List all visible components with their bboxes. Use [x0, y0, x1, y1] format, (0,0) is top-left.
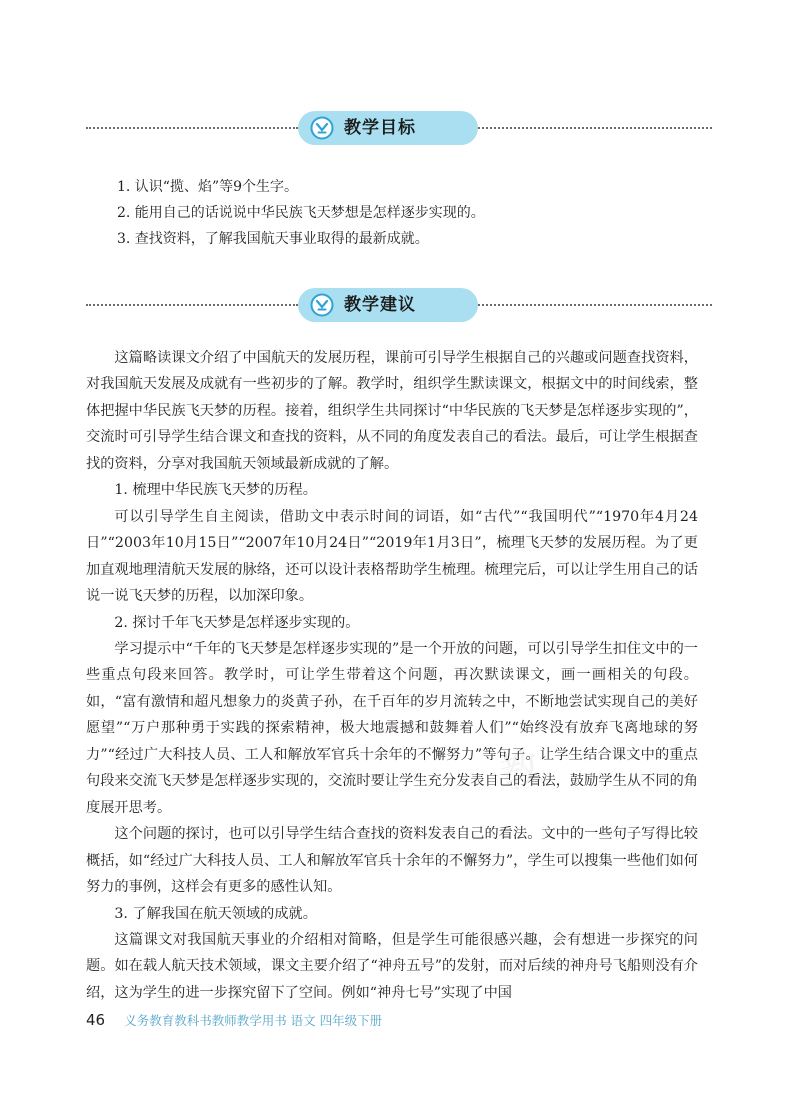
section-badge: [298, 111, 478, 145]
goal-item: 2. 能用自己的话说说中华民族飞天梦想是怎样逐步实现的。: [117, 205, 485, 221]
goal-item: 1. 认识“揽、焰”等9个生字。: [117, 179, 299, 195]
dotted-divider: [86, 304, 298, 306]
paragraph: 这篇略读课文介绍了中国航天的发展历程，课前可引导学生根据自己的兴趣或问题查找资料，对我国航天发展及成就有一些初步的了解。教学时，组织学生默读课文，根据文中的时间线索，整体把握中华民族飞天梦的历程。接着，组织学生共同探讨“中华民族的飞天梦是怎样逐步实现的”，交流时可引导学生结合课文和查找的资料，从不同的角度发表自己的看法。最后，可让学生根据查找的资料，分享对我国航天领域最新成就的了解。: [86, 350, 698, 472]
check-arrow-icon: [310, 293, 334, 317]
section-header-goals: [86, 111, 712, 145]
page-number: 46: [86, 1011, 106, 1029]
goals-list: [117, 174, 697, 252]
section-title: 教学目标: [344, 118, 416, 138]
paragraph: 这个问题的探讨，也可以引导学生结合查找的资料发表自己的看法。文中的一些句子写得比较概括，如“经过广大科技人员、工人和解放军官兵十余年的不懈努力”，学生可以搜集一些他们如何努力的事例，这样会有更多的感性认知。: [86, 826, 698, 896]
paragraph: 可以引导学生自主阅读，借助文中表示时间的词语，如“古代”“我国明代”“1970年4月24日”“2003年10月15日”“2007年10月24日”“2019年1月3日”，梳理飞天梦的发展历程。为了更加直观地理清航天发展的脉络，还可以设计表格帮助学生梳理。梳理完后，可以让学生用自己的话说一说飞天梦的历程，以加深印象。: [86, 508, 698, 605]
section-header-suggestions: [86, 288, 712, 322]
paragraph: 学习提示中“千年的飞天梦是怎样逐步实现的”是一个开放的问题，可以引导学生扣住文中的一些重点句段来回答。教学时，可让学生带着这个问题，再次默读课文，画一画相关的句段。如，“富有激情和超凡想象力的炎黄子孙，在千百年的岁月流转之中，不断地尝试实现自己的美好愿望”“万户那种勇于实践的探索精神，极大地震撼和鼓舞着人们”“始终没有放弃飞离地球的努力”“经过广大科技人员、工人和解放军官兵十余年的不懈努力”等句子。让学生结合课文中的重点句段来交流飞天梦是怎样逐步实现的，交流时要让学生充分发表自己的看法，鼓励学生从不同的角度展开思考。: [86, 640, 698, 816]
section-badge: [298, 288, 478, 322]
subheading: 2. 探讨千年飞天梦是怎样逐步实现的。: [114, 614, 360, 631]
goal-item: 3. 查找资料，了解我国航天事业取得的最新成就。: [117, 231, 429, 247]
dotted-divider: [478, 127, 712, 129]
dotted-divider: [478, 304, 712, 306]
paragraph: 这篇课文对我国航天事业的介绍相对简略，但是学生可能很感兴趣，会有想进一步探究的问题。如在载人航天技术领域，课文主要介绍了“神舟五号”的发射，而对后续的神舟号飞船则没有介绍，这为学生的进一步探究留下了空间。例如“神舟七号”实现了中国: [86, 931, 698, 1001]
subheading: 3. 了解我国在航天领域的成就。: [114, 905, 317, 922]
check-arrow-icon: [310, 116, 334, 140]
suggestions-body: [86, 345, 698, 1006]
book-title: 义务教育教科书教师教学用书 语文 四年级下册: [124, 1013, 383, 1028]
watermark: 教: [494, 743, 548, 800]
page-footer: [86, 1010, 382, 1038]
section-title: 教学建议: [344, 295, 416, 315]
dotted-divider: [86, 127, 298, 129]
subheading: 1. 梳理中华民族飞天梦的历程。: [114, 482, 317, 499]
